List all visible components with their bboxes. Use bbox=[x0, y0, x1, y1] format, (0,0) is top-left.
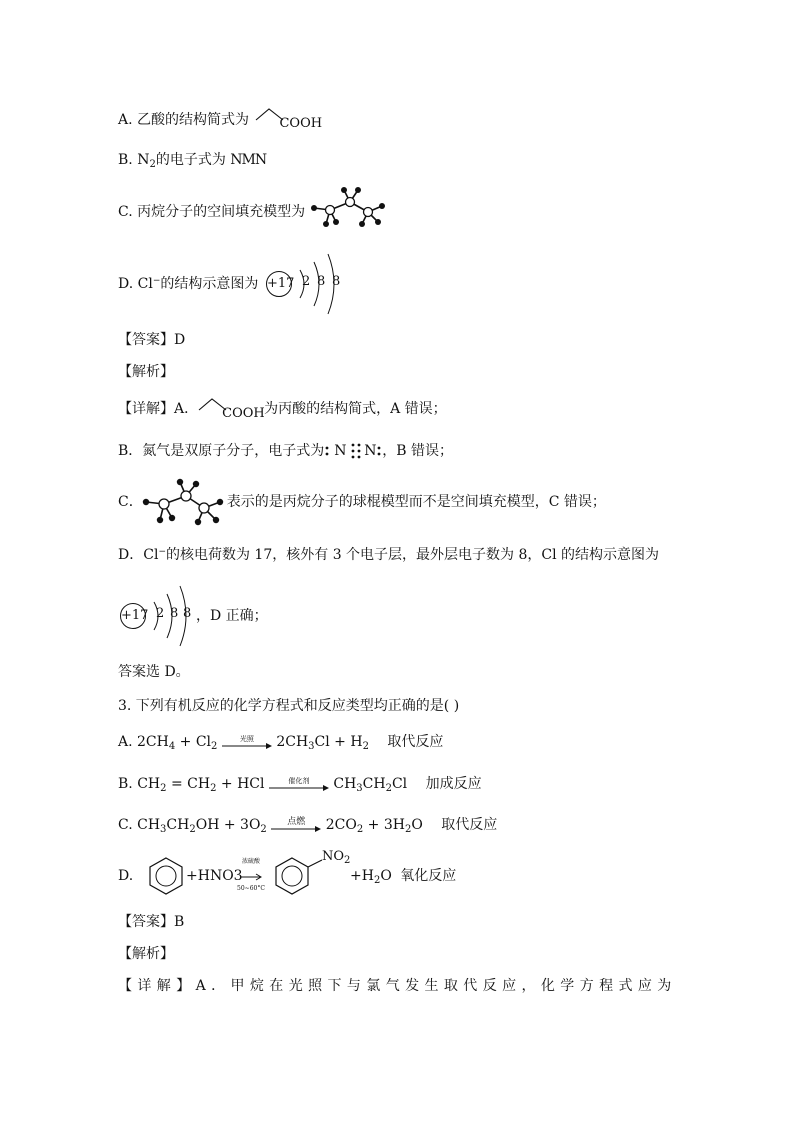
q2-option-c bbox=[118, 202, 305, 222]
q3-option-d-product: $+H_2O$ 氧化反应 bbox=[350, 868, 457, 886]
reaction-type: 加成反应 bbox=[425, 776, 482, 792]
shell-count-1: 2 bbox=[302, 274, 311, 289]
equation-left: $CH_3CH_2OH + 3O_2$ bbox=[137, 817, 267, 835]
option-text: 的电子式为 bbox=[155, 152, 226, 168]
q2-detail-d-tail: ，D 正确； bbox=[196, 608, 268, 624]
reaction-arrow-d bbox=[232, 858, 270, 893]
reaction-condition: 催化剂 bbox=[288, 777, 310, 785]
q3-detail-a: 【详解】A．甲烷在光照下与氯气发生取代反应，化学方程式应为 bbox=[118, 978, 677, 994]
n2-electron-dot-formula: N N bbox=[324, 440, 382, 462]
option-letter: C. bbox=[118, 817, 133, 833]
acetic-acid-skeletal-structure bbox=[253, 108, 325, 132]
shell-count-2: 8 bbox=[170, 606, 179, 621]
option-letter: A. bbox=[118, 112, 133, 128]
propane-ball-stick-model-icon bbox=[140, 478, 224, 526]
nucleus-circle: +17 bbox=[266, 271, 292, 297]
nitro-group: $NO_2$ bbox=[322, 849, 351, 866]
benzene-ring-icon bbox=[146, 856, 186, 896]
option-letter: B. bbox=[118, 776, 133, 792]
q2-detail-b: B．氮气是双原子分子，电子式为 N N ，B 错误； bbox=[118, 440, 453, 462]
q2-conclusion: 答案选 D。 bbox=[118, 664, 190, 680]
equation-right: $CH_3CH_2Cl$ bbox=[333, 776, 408, 794]
q3-option-d-reagent: +HNO3 bbox=[186, 868, 243, 884]
q3-stem: 3. 下列有机反应的化学方程式和反应类型均正确的是( ) bbox=[118, 698, 460, 714]
reaction-arrow bbox=[271, 818, 321, 832]
equation-left: $CH_2 = CH_2$ + HCl bbox=[137, 776, 265, 794]
q2-detail-c: C． 表示的是丙烷分子的球棍模型而不是空间填充模型，C 错误； bbox=[118, 494, 606, 510]
reaction-condition-top: 浓硫酸 bbox=[241, 858, 260, 865]
q2-option-b bbox=[118, 150, 266, 170]
q3-option-a bbox=[118, 732, 443, 752]
right-arrow-icon bbox=[238, 873, 264, 881]
q2-analysis-heading: 【解析】 bbox=[118, 364, 174, 380]
n2-formula: $N_2$ bbox=[137, 152, 156, 170]
propanoic-acid-skeletal-structure bbox=[198, 398, 264, 420]
reaction-arrow bbox=[269, 777, 329, 791]
right-arrow-icon bbox=[269, 785, 329, 791]
q2-detail-d: D．Cl−的核电荷数为 17，核外有 3 个电子层，最外层电子数为 8，Cl 的结构示意图为 bbox=[118, 547, 660, 563]
electron-shell-arcs-icon bbox=[266, 246, 356, 322]
shell-count-1: 2 bbox=[156, 606, 165, 621]
reaction-condition-bottom: 50~60°C bbox=[237, 885, 265, 892]
carboxyl-group: COOH bbox=[222, 406, 265, 421]
q3-answer: 【答案】B bbox=[118, 914, 185, 930]
option-letter: B. bbox=[118, 152, 133, 168]
chloride-ion: Cl− bbox=[143, 547, 166, 563]
reaction-arrow bbox=[222, 735, 272, 749]
carboxyl-group: COOH bbox=[279, 116, 323, 131]
chloride-structure-diagram-answer bbox=[120, 578, 200, 654]
option-text: 的结构示意图为 bbox=[160, 276, 259, 292]
option-letter: A. bbox=[118, 734, 133, 750]
nucleus-circle: +17 bbox=[120, 603, 146, 629]
equation-right: $2CO_2 + 3H_2O$ bbox=[325, 817, 423, 835]
option-letter: C. bbox=[118, 204, 133, 220]
option-text: 乙酸的结构简式为 bbox=[137, 112, 250, 128]
equation-left: $2CH_4 + Cl_2$ bbox=[137, 734, 218, 752]
chloride-ion: Cl− bbox=[137, 276, 161, 292]
shell-count-3: 8 bbox=[332, 274, 341, 289]
reaction-condition: 光照 bbox=[239, 735, 254, 743]
q2-detail-a: 【详解】A． COOH 为丙酸的结构简式，A 错误； bbox=[118, 398, 447, 420]
q2-option-a bbox=[118, 108, 325, 132]
reaction-type: 氧化反应 bbox=[400, 868, 457, 884]
reaction-type: 取代反应 bbox=[387, 734, 444, 750]
propane-ball-stick-model-icon bbox=[306, 186, 386, 230]
q2-option-d bbox=[118, 274, 258, 294]
q3-option-b bbox=[118, 774, 482, 794]
right-arrow-icon bbox=[222, 743, 272, 749]
reaction-type: 取代反应 bbox=[441, 817, 498, 833]
reaction-condition: 点燃 bbox=[287, 817, 306, 827]
electron-formula-garbled: NMN bbox=[230, 152, 267, 168]
option-letter: D. bbox=[118, 276, 134, 292]
equation-right: $2CH_3Cl + H_2$ bbox=[276, 734, 369, 752]
option-text: 丙烷分子的空间填充模型为 bbox=[137, 204, 306, 220]
q3-analysis-heading: 【解析】 bbox=[118, 946, 174, 962]
q3-option-c bbox=[118, 815, 497, 835]
chloride-structure-diagram bbox=[266, 246, 356, 322]
q3-option-d-letter: D. bbox=[118, 868, 134, 884]
q2-answer: 【答案】D bbox=[118, 332, 186, 348]
shell-count-2: 8 bbox=[317, 274, 326, 289]
shell-count-3: 8 bbox=[183, 606, 192, 621]
